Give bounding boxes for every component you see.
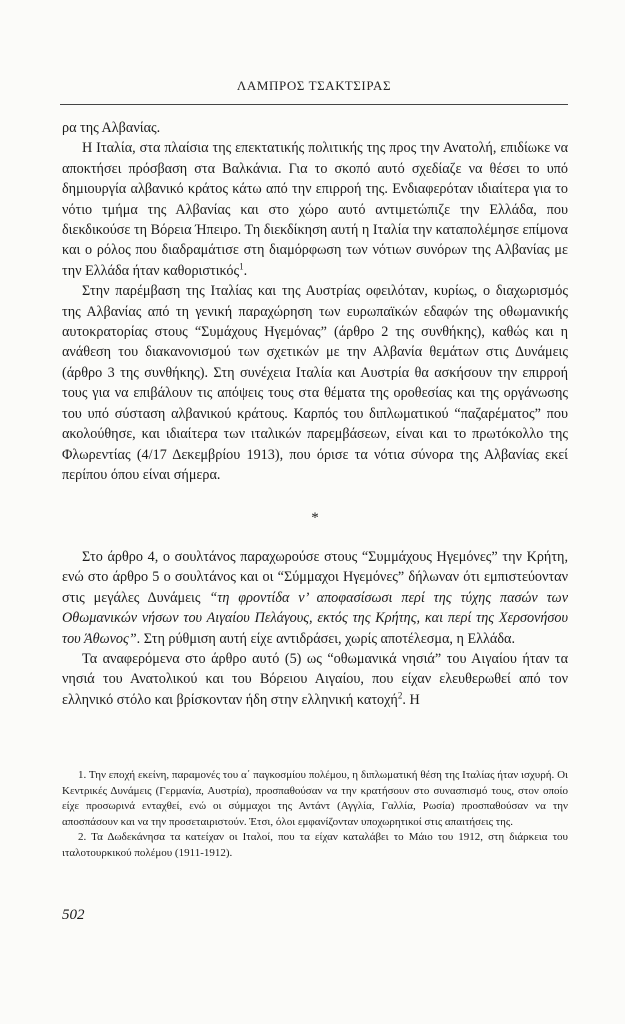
main-text-section-2	[62, 547, 568, 710]
footnotes	[62, 768, 568, 862]
footnote-ref-2[interactable]: 2	[397, 690, 403, 701]
paragraph-article-4-b: . Στη ρύθμιση αυτή είχε αντιδράσει, χωρίς αποτέλεσμα, η Ελλάδα.	[136, 630, 515, 647]
paragraph-continuation: ρα της Αλβανίας.	[62, 120, 161, 136]
footnote-1: 1. Την εποχή εκείνη, παραμονές του α΄ παγκοσμίου πολέμου, η διπλωματική θέση της Ιταλίας ήταν ισχυρή. Οι Κεντρικές Δυνάμεις (Γερμανία, Αυστρία), προσπαθούσαν να την κρατήσουν στο συνασπισμό τους, στον οποίο είχε προσωρινά ενταχθεί, ενώ οι σύμμαχοι της Αντάντ (Αγγλία, Γαλλία, Ρωσία) προσπαθούσαν να την αποσπάσουν και να την προσεταιριστούν. Έτσι, όλοι εμφανίζονταν υποχωρητικοί στις απαιτήσεις της.	[62, 769, 568, 828]
section-separator: *	[311, 510, 319, 526]
paragraph-intervention: Στην παρέμβαση της Ιταλίας και της Αυστρίας οφειλόταν, κυρίως, ο διαχωρισμός της Αλβανίας από τη γενική παραχώρηση των ευρωπαϊκών εδαφών της οθωμανικής αυτοκρατορίας στους “Συμάχους Ηγεμόνας” (άρθρο 2 της συνθήκης), καθώς και η ανάθεση του διακανονισμού των σχετικών με την Αλβανία θεμάτων στις Δυνάμεις (άρθρο 3 της συνθήκης). Στη συνέχεια Ιταλία και Αυστρία θα ασκήσουν την επιρροή τους για να επιβάλουν τις απόψεις τους στα θέματα της οροθεσίας και της οργάνωσης του υπό σύσταση αλβανικού κράτους. Καρπός του διπλωματικού “παζαρέματος” που ακολούθησε, και ιδιαίτερα των ιταλικών παρεμβάσεων, είναι και το πρωτόκολλο της Φλωρεντίας (4/17 Δεκεμβρίου 1913), που όρισε τα νότια σύνορα της Αλβανίας εκεί περίπου όπου είναι σήμερα.	[62, 283, 568, 483]
running-header: ΛΑΜΠΡΟΣ ΤΣΑΚΤΣΙΡΑΣ	[236, 78, 392, 93]
header-rule	[60, 104, 568, 105]
page-number: 502	[62, 907, 85, 923]
paragraph-article-5-end: . Η	[402, 691, 420, 708]
footnote-ref-1[interactable]: 1	[239, 261, 244, 272]
paragraph-article-5-text: Τα αναφερόμενα στο άρθρο αυτό (5) ως “οθωμανικά νησιά” του Αιγαίου ήταν τα νησιά του Ανατολικού και του Βόρειου Αιγαίου, που είχαν ελευθερωθεί από τον ελληνικό στόλο και βρίσκονταν ήδη στην ελληνική κατοχή	[62, 651, 568, 708]
paragraph-italy	[62, 138, 568, 281]
paragraph-article-4-a: Στο άρθρο 4, ο σουλτάνος παραχωρούσε στους “Συμμάχους Ηγεμόνες” την Κρήτη, ενώ στο άρθρο 5 ο σουλτάνος και οι “Σύμμαχοι Ηγεμόνες” δήλωναν ότι εμπιστεύονταν στις μεγάλες Δυνάμεις	[62, 549, 568, 606]
paragraph-italy-end: .	[243, 262, 248, 279]
treaty-quote: “τη φροντίδα ν’ αποφασίσωσι περί της τύχης πασών των Οθωμανικών νήσων του Αιγαίου Πελάγους, εκτός της Κρήτης, και περί της Χερσονήσου του Άθωνος”	[62, 589, 568, 647]
paragraph-article-4	[62, 547, 568, 649]
paragraph-article-5	[62, 649, 568, 710]
paragraph-italy-text: Η Ιταλία, στα πλαίσια της επεκτατικής πολιτικής της προς την Ανατολή, επιδίωκε να αποκτήσει πρόσβαση στα Βαλκάνια. Για το σκοπό αυτό σχεδίαζε να θέσει το υπό δημιουργία αλβανικό κράτος κάτω από την επιρροή της. Ενδιαφερόταν ιδιαίτερα για το νότιο τμήμα της Αλβανίας και στο χώρο αυτό αντιμετώπιζε την Ελλάδα, που διεκδικούσε τη Βόρεια Ήπειρο. Τη διεκδίκηση αυτή η Ιταλία την καταπολέμησε επίμονα και ο ρόλος που διαδραμάτισε στη διαμόρφωση των νότιων συνόρων της Αλβανίας με την Ελλάδα ήταν καθοριστικός	[62, 140, 568, 279]
main-text-section-1	[62, 118, 568, 485]
footnote-2: 2. Τα Δωδεκάνησα τα κατείχαν οι Ιταλοί, που τα είχαν καταλάβει το Μάιο του 1912, στη διάρκεια του ιταλοτουρκικού πολέμου (1911-1912).	[62, 831, 568, 859]
